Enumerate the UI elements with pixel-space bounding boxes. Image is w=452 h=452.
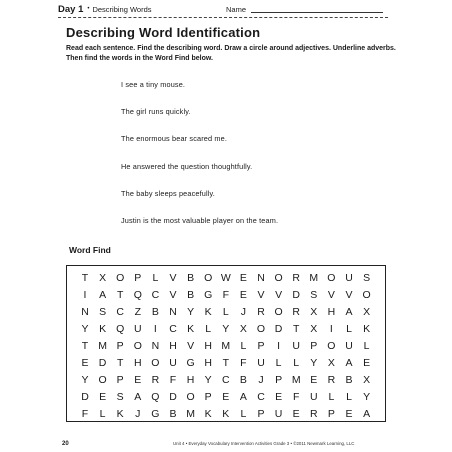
grid-letter[interactable]: H — [327, 306, 336, 318]
grid-letter[interactable]: V — [187, 340, 195, 352]
page-title: Describing Word Identification — [66, 25, 261, 40]
grid-letter[interactable]: P — [134, 272, 142, 284]
grid-letter[interactable]: R — [151, 374, 160, 386]
grid-row — [67, 270, 385, 287]
grid-letter[interactable]: Y — [187, 306, 195, 318]
grid-letter[interactable]: F — [169, 374, 177, 386]
grid-letter[interactable]: M — [309, 272, 319, 284]
grid-letter[interactable]: Y — [222, 323, 230, 335]
grid-letter[interactable]: E — [363, 357, 371, 369]
grid-letter[interactable]: V — [345, 289, 353, 301]
grid-letter[interactable]: Q — [133, 289, 142, 301]
grid-letter[interactable]: P — [116, 374, 124, 386]
sentence-2[interactable]: The girl runs quickly. — [121, 107, 191, 116]
grid-letter[interactable]: U — [292, 340, 300, 352]
grid-letter[interactable]: B — [169, 408, 177, 420]
grid-letter[interactable]: C — [257, 391, 265, 403]
grid-letter[interactable]: H — [134, 357, 142, 369]
grid-letter[interactable]: M — [98, 340, 107, 352]
grid-letter[interactable]: E — [81, 357, 89, 369]
grid-letter[interactable]: Z — [134, 306, 141, 318]
day-label: Day 1 — [58, 3, 84, 15]
word-find-title: Word Find — [69, 245, 111, 255]
grid-letter[interactable]: V — [275, 289, 283, 301]
grid-letter[interactable]: D — [274, 323, 283, 335]
grid-letter[interactable]: J — [240, 306, 247, 318]
grid-letter[interactable]: K — [204, 306, 212, 318]
grid-row — [67, 287, 385, 304]
grid-letter[interactable]: L — [222, 306, 229, 318]
grid-letter[interactable]: B — [345, 374, 353, 386]
grid-letter[interactable]: N — [81, 306, 89, 318]
grid-letter[interactable]: R — [327, 374, 336, 386]
grid-letter[interactable]: P — [116, 340, 124, 352]
grid-letter[interactable]: L — [205, 323, 212, 335]
grid-letter[interactable]: P — [257, 408, 265, 420]
footer-credit: Unit 4 • Everyday Vocabulary Intervention Activities Grade 3 • ©2011 Newmark Learning, LLC — [173, 441, 355, 446]
grid-letter[interactable]: A — [99, 289, 107, 301]
grid-letter[interactable]: E — [99, 391, 107, 403]
grid-letter[interactable]: G — [186, 357, 195, 369]
grid-letter[interactable]: P — [204, 391, 212, 403]
grid-letter[interactable]: W — [220, 272, 231, 284]
name-input-line[interactable] — [251, 12, 383, 13]
grid-letter[interactable]: P — [327, 408, 335, 420]
grid-letter[interactable]: Q — [151, 391, 160, 403]
grid-letter[interactable]: G — [151, 408, 160, 420]
grid-letter[interactable]: L — [346, 391, 352, 403]
grid-letter[interactable]: O — [98, 374, 107, 386]
grid-letter[interactable]: J — [135, 408, 141, 420]
grid-letter[interactable]: L — [275, 357, 282, 369]
grid-letter[interactable]: A — [134, 391, 142, 403]
topic-label: Describing Words — [92, 4, 152, 14]
grid-row — [67, 406, 385, 423]
grid-letter[interactable]: U — [257, 357, 265, 369]
grid-letter[interactable]: M — [186, 408, 195, 420]
grid-row — [67, 355, 385, 372]
grid-letter[interactable]: H — [204, 340, 212, 352]
grid-letter[interactable]: E — [239, 289, 247, 301]
grid-letter[interactable]: V — [169, 272, 177, 284]
grid-letter[interactable]: X — [239, 323, 247, 335]
grid-letter[interactable]: Q — [116, 323, 125, 335]
grid-letter[interactable]: N — [257, 272, 265, 284]
name-label: Name — [226, 4, 247, 14]
page-number: 20 — [62, 441, 69, 447]
sentence-4[interactable]: He answered the question thoughtfully. — [121, 162, 253, 171]
grid-letter[interactable]: I — [83, 289, 87, 301]
grid-letter[interactable]: L — [293, 357, 300, 369]
grid-letter[interactable]: L — [99, 408, 106, 420]
grid-letter[interactable]: X — [327, 357, 335, 369]
grid-letter[interactable]: N — [151, 340, 160, 352]
grid-letter[interactable]: R — [310, 408, 318, 420]
grid-letter[interactable]: O — [327, 272, 336, 284]
grid-letter[interactable]: O — [186, 391, 195, 403]
grid-letter[interactable]: P — [275, 374, 283, 386]
grid-letter[interactable]: R — [292, 272, 300, 284]
grid-letter[interactable]: Y — [310, 357, 318, 369]
grid-letter[interactable]: V — [257, 289, 265, 301]
grid-letter[interactable]: S — [310, 289, 318, 301]
grid-letter[interactable]: Y — [81, 323, 89, 335]
grid-letter[interactable]: Y — [363, 391, 371, 403]
grid-letter[interactable]: T — [222, 357, 229, 369]
header-bullet: • — [87, 6, 90, 12]
grid-letter[interactable]: S — [99, 306, 107, 318]
grid-letter[interactable]: O — [151, 357, 160, 369]
grid-letter[interactable]: I — [277, 340, 281, 352]
grid-letter[interactable]: L — [363, 340, 370, 352]
sentence-3[interactable]: The enormous bear scared me. — [121, 134, 227, 143]
grid-letter[interactable]: U — [345, 272, 353, 284]
grid-letter[interactable]: X — [310, 323, 318, 335]
instructions: Read each sentence. Find the describing word. Draw a circle around adjectives. Underline adverbs. Then find the words in the Word Find below. — [66, 45, 396, 62]
grid-letter[interactable]: D — [98, 357, 107, 369]
grid-letter[interactable]: A — [239, 391, 247, 403]
grid-letter[interactable]: O — [274, 272, 283, 284]
grid-letter[interactable]: F — [81, 408, 89, 420]
grid-letter[interactable]: O — [362, 289, 371, 301]
grid-row — [67, 338, 385, 355]
grid-letter[interactable]: U — [274, 408, 283, 420]
grid-letter[interactable]: C — [151, 289, 160, 301]
grid-letter[interactable]: E — [134, 374, 142, 386]
grid-letter[interactable]: F — [240, 357, 247, 369]
grid-letter[interactable]: H — [186, 374, 195, 386]
grid-letter[interactable]: C — [222, 374, 230, 386]
sentence-5[interactable]: The baby sleeps peacefully. — [121, 189, 215, 198]
grid-letter[interactable]: A — [345, 306, 353, 318]
grid-letter[interactable]: T — [81, 340, 89, 352]
grid-letter[interactable]: F — [222, 289, 229, 301]
grid-letter[interactable]: D — [81, 391, 89, 403]
grid-letter[interactable]: O — [274, 306, 283, 318]
grid-letter[interactable]: U — [169, 357, 177, 369]
grid-letter[interactable]: I — [329, 323, 333, 335]
grid-letter[interactable]: L — [346, 323, 352, 335]
grid-letter[interactable]: U — [345, 340, 353, 352]
grid-letter[interactable]: K — [116, 408, 124, 420]
grid-letter[interactable]: K — [222, 408, 230, 420]
page-header — [58, 2, 388, 16]
grid-letter[interactable]: T — [81, 272, 89, 284]
grid-letter[interactable]: O — [133, 340, 142, 352]
grid-letter[interactable]: P — [310, 340, 318, 352]
grid-letter[interactable]: L — [328, 391, 335, 403]
grid-row — [67, 321, 385, 338]
grid-letter[interactable]: M — [291, 374, 301, 386]
grid-letter[interactable]: L — [240, 340, 247, 352]
grid-letter[interactable]: X — [99, 272, 107, 284]
grid-row — [67, 389, 385, 406]
grid-letter[interactable]: B — [187, 272, 195, 284]
grid-letter[interactable]: C — [169, 323, 177, 335]
grid-letter[interactable]: Y — [204, 374, 212, 386]
grid-letter[interactable]: T — [292, 323, 300, 335]
grid-letter[interactable]: J — [258, 374, 264, 386]
grid-letter[interactable]: S — [116, 391, 124, 403]
grid-letter[interactable]: R — [292, 306, 300, 318]
grid-letter[interactable]: D — [292, 289, 300, 301]
grid-letter[interactable]: E — [310, 374, 318, 386]
grid-letter[interactable]: K — [187, 323, 195, 335]
grid-letter[interactable]: X — [310, 306, 318, 318]
grid-letter[interactable]: E — [345, 408, 353, 420]
grid-letter[interactable]: B — [187, 289, 195, 301]
grid-letter[interactable]: L — [240, 408, 247, 420]
grid-letter[interactable]: E — [239, 272, 247, 284]
sentence-6[interactable]: Justin is the most valuable player on the team. — [121, 216, 279, 225]
grid-letter[interactable]: O — [327, 340, 336, 352]
grid-letter[interactable]: K — [99, 323, 107, 335]
grid-letter[interactable]: O — [116, 272, 125, 284]
grid-letter[interactable]: H — [204, 357, 212, 369]
grid-letter[interactable]: B — [151, 306, 159, 318]
grid-letter[interactable]: B — [239, 374, 247, 386]
grid-row — [67, 372, 385, 389]
header-divider — [58, 17, 388, 18]
grid-letter[interactable]: E — [292, 408, 300, 420]
grid-letter[interactable]: U — [310, 391, 318, 403]
grid-letter[interactable]: S — [363, 272, 371, 284]
grid-letter[interactable]: C — [116, 306, 124, 318]
grid-letter[interactable]: R — [257, 306, 265, 318]
grid-letter[interactable]: F — [292, 391, 300, 403]
grid-letter[interactable]: I — [153, 323, 157, 335]
grid-letter[interactable]: K — [363, 323, 371, 335]
word-find-grid[interactable] — [66, 265, 386, 422]
grid-letter[interactable]: X — [363, 374, 371, 386]
grid-letter[interactable]: N — [169, 306, 177, 318]
grid-letter[interactable]: D — [169, 391, 177, 403]
sentence-1[interactable]: I see a tiny mouse. — [121, 80, 186, 89]
grid-letter[interactable]: P — [257, 340, 265, 352]
grid-letter[interactable]: V — [169, 289, 177, 301]
grid-letter[interactable]: Y — [81, 374, 89, 386]
grid-letter[interactable]: M — [221, 340, 231, 352]
grid-letter[interactable]: T — [116, 357, 124, 369]
grid-letter[interactable]: O — [256, 323, 266, 335]
grid-row — [67, 304, 385, 321]
grid-letter[interactable]: X — [363, 306, 371, 318]
grid-letter[interactable]: V — [327, 289, 335, 301]
grid-letter[interactable]: A — [345, 357, 353, 369]
grid-letter[interactable]: T — [116, 289, 124, 301]
grid-letter[interactable]: K — [204, 408, 212, 420]
grid-letter[interactable]: G — [204, 289, 213, 301]
grid-letter[interactable]: E — [222, 391, 230, 403]
grid-letter[interactable]: L — [152, 272, 159, 284]
grid-letter[interactable]: E — [275, 391, 283, 403]
grid-letter[interactable]: H — [169, 340, 177, 352]
grid-letter[interactable]: O — [204, 272, 213, 284]
grid-letter[interactable]: U — [134, 323, 142, 335]
grid-letter[interactable]: A — [363, 408, 371, 420]
